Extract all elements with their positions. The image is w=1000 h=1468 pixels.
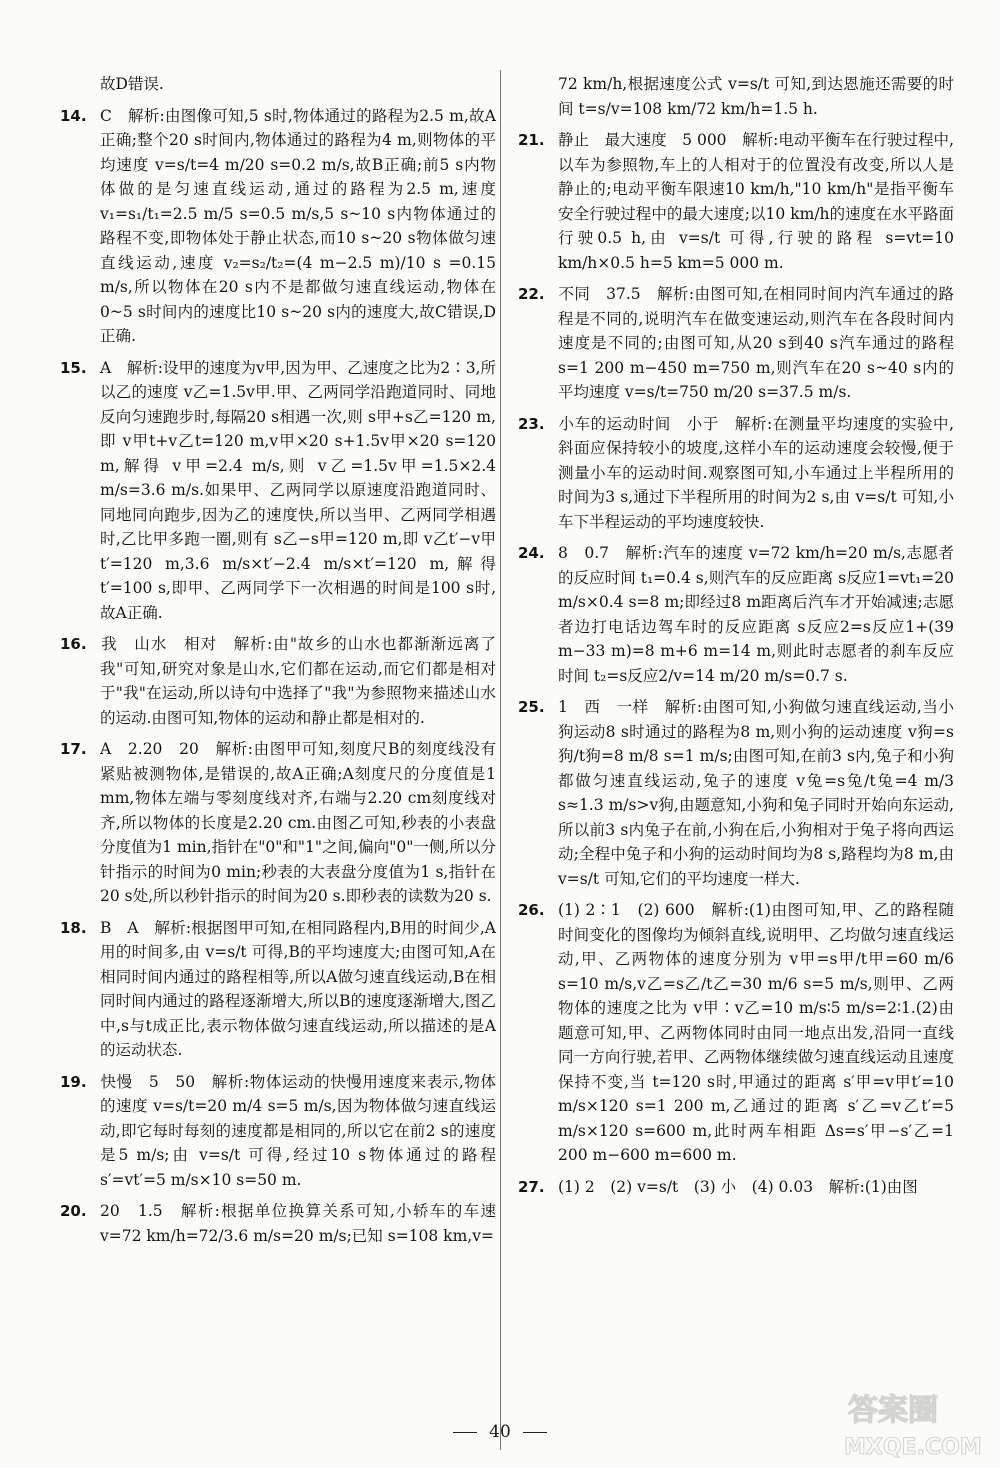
answer-key: (1) 2∶1 (2) 600 — [558, 901, 695, 919]
question-number: 19. — [60, 1072, 87, 1091]
answer-key: 1 西 一样 — [558, 698, 649, 716]
answer-item — [518, 695, 954, 891]
answer-key: C — [100, 106, 112, 125]
answer-text: 解析:在测量平均速度的实验中,斜面应保持较小的坡度,这样小车的运动速度会较慢,便于测量小车的运动时间.观察图可知,小车通过上半程所用的时间为3 s,通过下半程所用的时间为2 s,由 v=s/t 可知,小车下半程运动的平均速度较快. — [558, 414, 954, 531]
question-number: 26. — [518, 901, 545, 919]
question-number: 16. — [60, 635, 87, 653]
answer-text: 解析:由图像可知,5 s时,物体通过的路程为2.5 m,故A正确;整个20 s时间内,物体通过的路程为4 m,则物体的平均速度 v=s/t=4 m/20 s=0.2 m/s,故B正确;前5 s内物体做的是匀速直线运动,通过的路程为2.5 m,速度 v₁=s₁/t₁=2.5 m/5 s=0.5 m/s,5 s~10 s内物体通过的路程不变,即物体处于静止状态,而10 s~20 s物体做匀速直线运动,速度 v₂=s₂/t₂=(4 m−2.5 m)/10 s =0.15 m/s,所以物体在20 s内不是都做匀速直线运动,物体在0~5 s时间内的速度比10 s~20 s内的速度大,故C错误,D正确. — [100, 106, 496, 345]
answer-text: 72 km/h,根据速度公式 v=s/t 可知,到达恩施还需要的时间 t=s/v=108 km/72 km/h=1.5 h. — [558, 75, 954, 118]
answer-item — [60, 104, 496, 349]
right-column — [518, 72, 954, 1206]
answer-text: 解析:由图甲可知,刻度尺B的刻度线没有紧贴被测物体,是错误的,故A正确;A刻度尺的分度值是1 mm,物体左端与零刻度线对齐,右端与2.20 cm刻度线对齐,所以物体的长度是2.20 cm.由图乙可知,秒表的小表盘分度值为1 min,指针在"0"和"1"之间,偏向"0"一侧,所以分针指示的时间为0 min;秒表的大表盘分度值为1 s,指针在20 s处,所以秒针指示的时间为20 s.即秒表的读数为20 s. — [100, 740, 496, 905]
answer-text: 解析:由图可知,小狗做匀速直线运动,当小狗运动8 s时通过的路程为8 m,则小狗的运动速度 v狗=s狗/t狗=8 m/8 s=1 m/s;由图可知,在前3 s内,兔子和小狗都做匀速直线运动,兔子的速度 v兔=s兔/t兔=4 m/3 s≈1.3 m/s>v狗,由题意知,小狗和兔子同时开始向东运动,所以前3 s内兔子在前,小狗在后,小狗相对于兔子将向西运动;全程中兔子和小狗的运动时间均为8 s,路程均为8 m,由 v=s/t 可知,它们的平均速度一样大. — [558, 698, 954, 888]
question-number: 18. — [60, 918, 87, 937]
answer-text: 故D错误. — [100, 75, 164, 93]
question-number: 25. — [518, 698, 545, 716]
answer-item — [60, 356, 496, 626]
answer-key: A — [100, 358, 112, 377]
watermark-line2: MXQE.COM — [844, 1435, 982, 1460]
question-number: 14. — [60, 106, 87, 125]
answer-text: 解析:物体运动的快慢用速度来表示,物体的速度 v=s/t=20 m/4 s=5 m/s,因为物体做匀速直线运动,即它每时每刻的速度都是相同的,所以它在前2 s的速度是5 m/s;由 v=s/t 可得,经过10 s物体通过的路程 s′=vt′=5 m/s×10 s=50 m. — [100, 1072, 496, 1189]
question-number: 20. — [60, 1202, 87, 1220]
answer-item — [60, 1070, 496, 1193]
question-number: 15. — [60, 358, 87, 377]
answer-item — [518, 282, 954, 405]
answer-key: 快慢 5 50 — [100, 1072, 196, 1091]
answer-key: 不同 37.5 — [558, 285, 641, 303]
answer-key: 8 0.7 — [558, 544, 610, 562]
answer-item — [518, 128, 954, 275]
page-number-text: 40 — [489, 1422, 511, 1442]
answer-text: 解析:(1)由图可知,甲、乙的路程随时间变化的图像均为倾斜直线,说明甲、乙均做匀速直线运动,甲、乙两物体的速度分别为 v甲=s甲/t甲=60 m/6 s=10 m/s,v乙=s乙/t乙=30 m/6 s=5 m/s,则甲、乙两物体的速度之比为 v甲∶v乙=10 m/s∶5 m/s=2∶1.(2)由题意可知,甲、乙两物体同时由同一地点出发,沿同一直线同一方向行驶,若甲、乙两物体继续做匀速直线运动且速度保持不变,当 t=120 s时,甲通过的距离 s′甲=v甲t′=10 m/s×120 s=1 200 m,乙通过的距离 s′乙=v乙t′=5 m/s×120 s=600 m,此时两车相距 Δs=s′甲−s′乙=1 200 m−600 m=600 m. — [558, 901, 954, 1164]
answer-text: 解析:根据单位换算关系可知,小轿车的车速 v=72 km/h=72/3.6 m/s=20 m/s;已知 s=108 km,v= — [100, 1202, 496, 1245]
answer-item — [518, 72, 954, 121]
answer-item — [518, 541, 954, 688]
question-number: 21. — [518, 131, 545, 149]
answer-key: 我 山水 相对 — [100, 635, 218, 653]
answer-key: 20 1.5 — [100, 1202, 163, 1220]
answer-key: 静止 最大速度 5 000 — [558, 131, 727, 149]
answer-text: 解析:由"故乡的山水也都渐渐远离了我"可知,研究对象是山水,它们都在运动,而它们都是相对于"我"在运动,所以诗句中选择了"我"为参照物来描述山水的运动.由图可知,物体的运动和静止都是相对的. — [100, 635, 496, 727]
left-column — [60, 72, 496, 1255]
answer-text: 解析:汽车的速度 v=72 km/h=20 m/s,志愿者的反应时间 t₁=0.4 s,则汽车的反应距离 s反应1=vt₁=20 m/s×0.4 s=8 m;即经过8 m距离后汽车才开始减速;志愿者边打电话边驾车时的反应距离 s反应2=s反应1+(39 m−33 m)=8 m+6 m=14 m,则此时志愿者的刹车反应时间 t₂=s反应2/v=14 m/20 m/s=0.7 s. — [558, 544, 955, 685]
answer-key: A 2.20 20 — [100, 740, 199, 758]
watermark-line1: 答案圈 — [848, 1393, 938, 1428]
question-number: 22. — [518, 285, 545, 303]
answer-item — [60, 72, 496, 97]
watermark-logo — [840, 1388, 990, 1460]
answer-item — [518, 412, 954, 535]
answer-item — [60, 1199, 496, 1248]
answer-item — [518, 1175, 954, 1200]
answer-text: 解析:由图可知,在相同时间内汽车通过的路程是不同的,说明汽车在做变速运动,则汽车在各段时间内速度是不同的;由图可知,从20 s到40 s汽车通过的路程 s=1 200 m−450 m=750 m,则汽车在20 s~40 s内的平均速度 v=s/t=750 m/20 s=37.5 m/s. — [558, 285, 954, 401]
answer-text: 解析:(1)由图 — [828, 1177, 918, 1196]
question-number: 17. — [60, 740, 87, 758]
answer-item — [518, 898, 954, 1168]
answer-text: 解析:根据图甲可知,在相同路程内,B用的时间少,A用的时间多,由 v=s/t 可得,B的平均速度大;由图可知,A在相同时间内通过的路程相等,所以A做匀速直线运动,B在相同时间内通过的路程逐渐增大,所以B的速度逐渐增大,图乙中,s与t成正比,表示物体做匀速直线运动,所以描述的是A的运动状态. — [100, 918, 496, 1059]
answer-text: 解析:设甲的速度为v甲,因为甲、乙速度之比为2∶3,所以乙的速度 v乙=1.5v甲.甲、乙两同学沿跑道同时、同地反向匀速跑步时,每隔20 s相遇一次,则 s甲+s乙=120 m,即 v甲t+v乙t=120 m,v甲×20 s+1.5v甲×20 s=120 m,解得 v甲=2.4 m/s,则 v乙=1.5v甲=1.5×2.4 m/s=3.6 m/s.如果甲、乙两同学以原速度沿跑道同时、同地同向跑步,因为乙的速度快,所以当甲、乙两同学相遇时,乙比甲多跑一圈,则有 s乙−s甲=120 m,即 v乙t′−v甲t′=120 m,3.6 m/s×t′−2.4 m/s×t′=120 m,解得 t′=100 s,即甲、乙两同学下一次相遇的时间是100 s时,故A正确. — [100, 358, 496, 622]
question-number: 23. — [518, 414, 545, 433]
answer-text: 解析:电动平衡车在行驶过程中,以车为参照物,车上的人相对于的位置没有改变,所以人是静止的;电动平衡车限速10 km/h,"10 km/h"是指平衡车安全行驶过程中的最大速度;以10 km/h的速度在水平路面行驶0.5 h,由 v=s/t 可得,行驶的路程 s=vt=10 km/h×0.5 h=5 km=5 000 m. — [558, 131, 955, 272]
page-number-dash-right — [523, 1432, 547, 1433]
answer-key: B A — [100, 918, 139, 937]
answer-item — [60, 737, 496, 909]
answer-key: 小车的运动时间 小于 — [558, 414, 719, 433]
answer-item — [60, 632, 496, 730]
answer-key: (1) 2 (2) v=s/t (3) 小 (4) 0.03 — [558, 1177, 814, 1196]
page-number-dash-left — [453, 1432, 477, 1433]
question-number: 27. — [518, 1177, 545, 1196]
column-divider — [500, 70, 501, 1450]
answer-item — [60, 916, 496, 1063]
question-number: 24. — [518, 544, 545, 562]
